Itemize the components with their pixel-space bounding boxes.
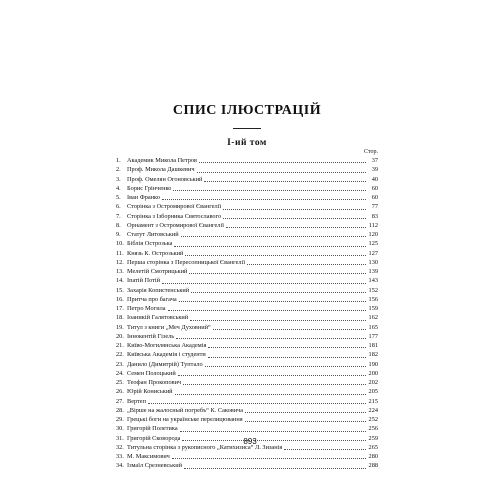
dot-leader	[175, 394, 366, 395]
dot-leader	[284, 449, 366, 450]
list-item	[116, 304, 378, 313]
entry-page-number: 40	[371, 175, 378, 183]
entry-title: Проф. Микола Дашкевич	[127, 166, 195, 174]
list-item	[116, 452, 378, 461]
entry-page-number: 265	[368, 443, 378, 451]
entry-number: 15.	[116, 286, 124, 294]
entry-title: Перша сторінка з Пересопницької Євангелії	[127, 258, 246, 266]
entry-number: 14.	[116, 277, 124, 285]
list-item	[116, 350, 378, 359]
entry-number: 5.	[116, 194, 121, 201]
entry-title: Вертеп	[127, 397, 146, 405]
dot-leader	[190, 320, 366, 321]
entry-number: 26.	[116, 388, 124, 396]
dot-leader	[226, 227, 366, 228]
entry-page-number: 120	[368, 231, 378, 238]
entry-number: 16.	[116, 295, 124, 303]
entry-page-number: 162	[368, 314, 378, 322]
document-page	[116, 103, 378, 471]
entry-number: 19.	[116, 323, 124, 331]
volume-heading: І-ий том	[227, 138, 267, 148]
list-item	[116, 461, 378, 470]
entry-title: Київо-Могилянська Академія	[127, 342, 207, 349]
entry-number: 20.	[116, 332, 124, 340]
entry-number: 6.	[116, 203, 121, 211]
entry-page-number: 156	[368, 295, 378, 303]
list-item	[116, 369, 378, 378]
entry-title: Сторінка з Остромирової Євангелії	[127, 203, 222, 211]
entry-page-number: 125	[368, 240, 378, 248]
list-item	[116, 276, 378, 285]
dot-leader	[223, 209, 366, 210]
entry-page-number: 83	[371, 212, 378, 220]
entry-page-number: 215	[368, 397, 378, 405]
dot-leader	[213, 329, 366, 330]
entry-page-number: 127	[368, 249, 378, 257]
entry-title: Юрій Кониський	[127, 388, 173, 396]
entry-number: 32.	[116, 443, 124, 451]
dot-leader	[189, 273, 366, 274]
entry-page-number: 143	[368, 277, 378, 285]
entry-title: Титул з книги „Меч Духовний“	[127, 323, 211, 331]
dot-leader	[191, 292, 366, 293]
dot-leader	[247, 264, 366, 265]
entry-number: 34.	[116, 462, 124, 470]
entry-number: 31.	[116, 434, 124, 442]
entry-page-number: 152	[368, 286, 378, 294]
entry-title: Данило (Димитрій) Туптало	[127, 360, 203, 368]
entry-number: 17.	[116, 305, 124, 312]
entry-title: Петро Могила	[127, 305, 166, 312]
list-item	[116, 221, 378, 230]
entry-title: М. Максимович	[127, 453, 170, 460]
entry-page-number: 112	[368, 221, 378, 229]
entry-title: Сторінка з Ізборника Святославого	[127, 212, 222, 220]
entry-number: 9.	[116, 231, 121, 238]
entry-number: 12.	[116, 258, 124, 266]
list-item	[116, 360, 378, 369]
dot-leader	[185, 255, 366, 256]
entry-page-number: 288	[368, 462, 378, 470]
dot-leader	[208, 357, 366, 358]
entry-title: Грецькі боги на українське перелицювання	[127, 416, 243, 423]
dot-leader	[245, 412, 366, 413]
list-item	[116, 415, 378, 424]
list-item	[116, 249, 378, 258]
entry-page-number: 177	[368, 332, 378, 340]
dot-leader	[176, 338, 366, 339]
entry-number: 29.	[116, 416, 124, 423]
dot-leader	[173, 190, 366, 191]
list-item	[116, 313, 378, 322]
entry-title: Київська Академія і студенти	[127, 351, 206, 359]
entry-number: 30.	[116, 425, 124, 433]
entry-number: 13.	[116, 268, 124, 275]
entry-title: Григорій Полетика	[127, 425, 178, 433]
list-item	[116, 406, 378, 415]
entry-title: Проф. Омелян Огоновський	[127, 175, 203, 183]
dot-leader	[180, 431, 366, 432]
entry-number: 3.	[116, 175, 121, 183]
list-item	[116, 184, 378, 193]
dot-leader	[162, 199, 366, 200]
entry-number: 4.	[116, 184, 121, 192]
entry-number: 22.	[116, 351, 124, 359]
dot-leader	[199, 162, 366, 163]
entry-page-number: 130	[368, 258, 378, 266]
page-number: 893	[243, 437, 257, 446]
title-rule	[233, 128, 261, 129]
list-item	[116, 230, 378, 239]
dot-leader	[184, 468, 366, 469]
dot-leader	[204, 181, 366, 182]
list-item	[116, 295, 378, 304]
entry-title: Титульна сторінка з рукописного „Катихизиса“ Л. Зизанія	[127, 443, 283, 451]
entry-number: 18.	[116, 314, 124, 322]
dot-leader	[168, 310, 366, 311]
entry-page-number: 200	[368, 369, 378, 377]
dot-leader	[179, 301, 366, 302]
list-item	[116, 175, 378, 184]
dot-leader	[208, 347, 366, 348]
entry-number: 23.	[116, 360, 124, 368]
entry-title: Семен Полоцький	[127, 369, 176, 377]
entry-page-number: 37	[371, 157, 378, 164]
entry-number: 24.	[116, 369, 124, 377]
dot-leader	[148, 403, 366, 404]
entry-title: Академик Микола Петров	[127, 157, 198, 164]
entry-page-number: 139	[368, 268, 378, 275]
list-item	[116, 424, 378, 433]
entry-page-number: 256	[368, 425, 378, 433]
dot-leader	[162, 283, 366, 284]
entry-number: 33.	[116, 453, 124, 460]
list-item	[116, 212, 378, 221]
entry-page-number: 60	[371, 194, 378, 201]
list-item	[116, 387, 378, 396]
entry-title: Ізмаїл Срезневський	[127, 462, 182, 470]
entry-number: 7.	[116, 212, 121, 220]
entry-page-number: 280	[368, 453, 378, 460]
list-item	[116, 239, 378, 248]
entry-number: 25.	[116, 379, 124, 386]
entry-page-number: 39	[371, 166, 378, 174]
entry-page-number: 259	[368, 434, 378, 442]
list-item	[116, 332, 378, 341]
list-item	[116, 202, 378, 211]
entry-title: Мелетій Смотрицький	[127, 268, 188, 275]
document-title: СПИС ІЛЮСТРАЦІЙ	[172, 103, 322, 118]
list-item	[116, 323, 378, 332]
list-item	[116, 258, 378, 267]
entry-page-number: 182	[368, 351, 378, 359]
entry-page-number: 190	[368, 360, 378, 368]
entry-page-number: 205	[368, 388, 378, 396]
entry-title: Григорій Сковорода	[127, 434, 181, 442]
list-item	[116, 156, 378, 165]
dot-leader	[174, 246, 366, 247]
dot-leader	[245, 421, 366, 422]
entry-number: 8.	[116, 221, 121, 229]
dot-leader	[172, 458, 366, 459]
entry-page-number: 159	[368, 305, 378, 312]
entry-page-number: 165	[368, 323, 378, 331]
entry-title: Статут Литовський	[127, 231, 179, 238]
entry-title: Теофан Прокопович	[127, 379, 182, 386]
entry-number: 10.	[116, 240, 124, 248]
entry-number: 21.	[116, 342, 124, 349]
list-item	[116, 193, 378, 202]
entry-title: Князь К. Острозький	[127, 249, 184, 257]
entry-page-number: 77	[371, 203, 378, 211]
entry-title: Іпатій Потій	[127, 277, 161, 285]
entry-title: Біблія Острозька	[127, 240, 173, 248]
list-item	[116, 341, 378, 350]
entry-number: 11.	[116, 249, 124, 257]
entry-number: 2.	[116, 166, 121, 174]
dot-leader	[183, 384, 366, 385]
entry-title: Іоаникій Галятовський	[127, 314, 189, 322]
entry-title: Притча про багача	[127, 295, 177, 303]
list-item	[116, 267, 378, 276]
entry-page-number: 224	[368, 406, 378, 414]
entry-page-number: 181	[368, 342, 378, 349]
entry-title: Орнамент з Остромирової Євангелії	[127, 221, 224, 229]
entry-page-number: 202	[368, 379, 378, 386]
dot-leader	[205, 366, 366, 367]
illustration-list	[116, 156, 378, 471]
page-column-header: Стор.	[364, 149, 378, 155]
dot-leader	[197, 172, 366, 173]
entry-title: Захарія Копистенський	[127, 286, 190, 294]
list-item	[116, 165, 378, 174]
list-item	[116, 397, 378, 406]
entry-page-number: 60	[371, 184, 378, 192]
list-item	[116, 378, 378, 387]
dot-leader	[223, 218, 366, 219]
dot-leader	[178, 375, 366, 376]
entry-title: „Вірше на жалосный погребъ“ К. Саковича	[127, 406, 244, 414]
entry-number: 28.	[116, 406, 124, 414]
entry-number: 27.	[116, 397, 124, 405]
entry-title: Іван Франко	[127, 194, 160, 201]
entry-number: 1.	[116, 157, 121, 164]
entry-title: Іннокентій Гізель	[127, 332, 175, 340]
dot-leader	[181, 236, 366, 237]
list-item	[116, 286, 378, 295]
entry-title: Борис Грінченко	[127, 184, 172, 192]
entry-page-number: 252	[368, 416, 378, 423]
